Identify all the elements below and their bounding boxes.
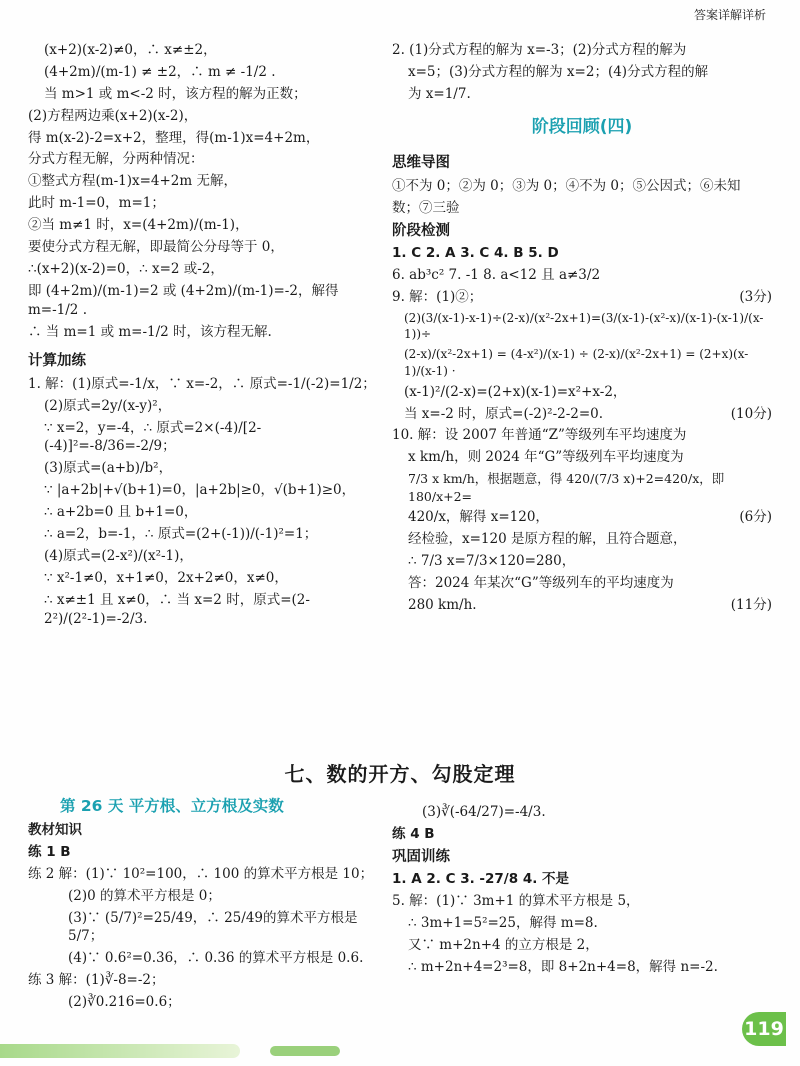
text-line: (4)∵ 0.6²=0.36，∴ 0.36 的算术平方根是 0.6. [68,950,364,967]
right-column-top [392,38,772,618]
text-line: ∵ x²-1≠0，x+1≠0，2x+2≠0，x≠0， [44,569,288,586]
page-header-title: 答案详解详析 [693,8,766,22]
left-column-top [28,38,383,631]
text-line: 练 2 解：(1)∵ 10²=100，∴ 100 的算术平方根是 10； [28,865,374,882]
text-line: ∴ 7/3 x=7/3×120=280， [408,553,576,570]
text-line: 又∵ m+2n+4 的立方根是 2， [408,936,599,953]
text-line: ①不为 0；②为 0；③为 0；④不为 0；⑤公因式；⑥未知 [392,177,741,194]
text-line: (2)原式=2y/(x-y)²， [44,397,172,414]
answer-row [392,405,772,424]
stage-check-title: 阶段检测 [392,222,450,239]
text-line: ∴ a+2b=0 且 b+1=0， [44,504,198,521]
right-column-bottom [392,800,772,980]
text-line: ∴ x≠±1 且 x≠0，∴ 当 x=2 时，原式=(2-2²)/(2²-1)=-2/3. [44,591,310,627]
text-line: 要使分式方程无解，即最简公分母等于 0， [28,239,284,256]
text-line: ∵ x=2，y=-4，∴ 原式=2×(-4)/[2-(-4)]²=-8/36=-2/9； [44,419,262,455]
text-line: 5. 解：(1)∵ 3m+1 的算术平方根是 5， [392,892,640,909]
text-line: ∴(x+2)(x-2)=0，∴ x=2 或-2， [28,260,224,277]
text-line: 数；⑦三验 [392,199,460,216]
text-line: 此时 m-1=0，m=1； [28,195,165,212]
text-line: 1. A 2. C 3. -27/8 4. 不是 [392,871,570,888]
footer-decoration [0,1044,240,1058]
text-line: (x-1)²/(2-x)=(2+x)(x-1)=x²+x-2， [404,383,627,400]
text-line: (2-x)/(x²-2x+1) = (4-x²)/(x-1) ÷ (2-x)/(x²-2x+1) = (2+x)(x-1)/(x-1) · [404,347,749,378]
text-line: 练 1 B [28,843,71,860]
left-column-bottom [28,818,388,1015]
mindmap-title: 思维导图 [392,155,450,172]
text-line: 7/3 x km/h，根据题意，得 420/(7/3 x)+2=420/x，即 180/x+2= [408,471,725,504]
consolidation-title: 巩固训练 [392,848,450,865]
text-line: x=5；(3)分式方程的解为 x=2；(4)分式方程的解 [408,63,709,80]
score-mark: (3分) [739,288,772,305]
text-line: 1. C 2. A 3. C 4. B 5. D [392,244,559,261]
text-line: 即 (4+2m)/(m-1)=2 或 (4+2m)/(m-1)=-2，解得 m=-1/2 . [28,282,339,318]
text-line: ∵ |a+2b|+√(b+1)=0，|a+2b|≥0，√(b+1)≥0， [44,482,356,499]
text-line: 6. ab³c² 7. -1 8. a<12 且 a≠3/2 [392,266,601,283]
text-line: ∴ 3m+1=5²=25，解得 m=8. [408,914,598,931]
text-line: (2)0 的算术平方根是 0； [68,887,221,904]
text-line: (3)∵ (5/7)²=25/49，∴ 25/49的算术平方根是 5/7； [68,909,358,945]
footer-decoration [270,1046,340,1056]
text-line: (4+2m)/(m-1) ≠ ±2，∴ m ≠ -1/2 . [44,63,276,80]
text-line: 当 m>1 或 m<-2 时，该方程的解为正数； [44,85,307,102]
text-line: 9. 解：(1)②； [392,288,483,305]
text-line: 分式方程无解，分两种情况： [28,151,204,168]
score-mark: (11分) [730,596,772,613]
text-line: ∴ m+2n+4=2³=8，即 8+2n+4=8，解得 n=-2. [408,958,718,975]
text-line: (x+2)(x-2)≠0，∴ x≠±2， [44,42,217,58]
text-line: 练 4 B [392,825,435,842]
text-line: 答：2024 年某次“G”等级列车的平均速度为 [408,574,674,591]
review-section-title: 阶段回顾(四) [531,116,633,137]
text-line: 经检验，x=120 是原方程的解，且符合题意， [408,531,687,548]
text-line: 280 km/h. [408,596,477,613]
text-line: 420/x，解得 x=120， [408,509,549,526]
page-number: 119 [742,1012,786,1046]
text-line: 2. (1)分式方程的解为 x=-3；(2)分式方程的解为 [392,42,687,58]
text-line: ①整式方程(m-1)x=4+2m 无解， [28,173,237,190]
text-line: ②当 m≠1 时，x=(4+2m)/(m-1)， [28,217,249,234]
day-title: 第 26 天 平方根、立方根及实数 [60,797,284,815]
text-line: (4)原式=(2-x²)/(x²-1)， [44,547,193,564]
text-line: ∴ a=2，b=-1，∴ 原式=(2+(-1))/(-1)²=1； [44,526,318,542]
text-line: 当 x=-2 时，原式=(-2)²-2-2=0. [404,405,604,422]
chapter-title: 七、数的开方、勾股定理 [284,762,516,786]
answer-row [392,508,772,527]
text-line: 练 3 解：(1)∛-8=-2； [28,972,165,989]
answer-row [392,596,772,615]
textbook-knowledge-title: 教材知识 [28,822,82,838]
text-line: (3)∛(-64/27)=-4/3. [422,804,546,820]
text-line: x km/h，则 2024 年“G”等级列车平均速度为 [408,449,684,466]
text-line: ∴ 当 m=1 或 m=-1/2 时，该方程无解. [28,323,272,340]
calc-section-title: 计算加练 [28,353,86,370]
text-line: 为 x=1/7. [408,85,471,102]
score-mark: (10分) [730,405,772,422]
text-line: (2)∛0.216=0.6； [68,994,181,1011]
text-line: (3)原式=(a+b)/b²， [44,460,173,477]
text-line: 得 m(x-2)-2=x+2，整理，得(m-1)x=4+2m， [28,129,320,146]
score-mark: (6分) [739,509,772,526]
answer-row [392,288,772,307]
text-line: 10. 解：设 2007 年普通“Z”等级列车平均速度为 [392,427,687,444]
text-line: 1. 解：(1)原式=-1/x，∵ x=-2，∴ 原式=-1/(-2)=1/2； [28,375,376,392]
text-line: (2)方程两边乘(x+2)(x-2)， [28,107,198,124]
text-line: (2)(3/(x-1)-x-1)÷(2-x)/(x²-2x+1)=(3/(x-1)-(x²-x)/(x-1)-(x-1)/(x-1))÷ [404,310,764,342]
